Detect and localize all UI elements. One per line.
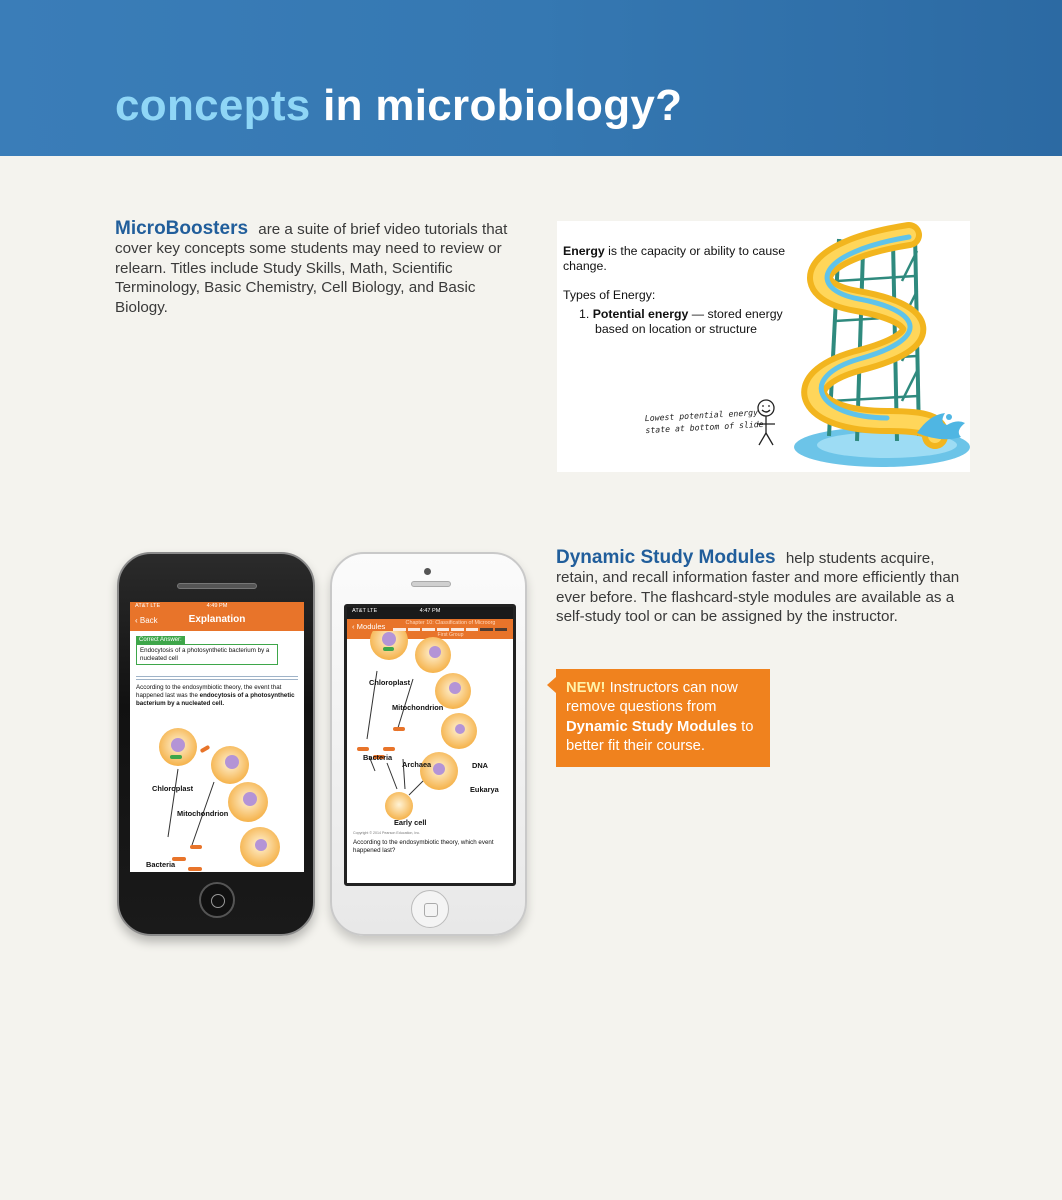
item-term: Potential energy bbox=[592, 307, 689, 321]
correct-answer-label: Correct Answer: bbox=[136, 636, 185, 644]
new-feature-callout bbox=[556, 669, 770, 767]
label-dna: DNA bbox=[472, 761, 489, 770]
back-button[interactable]: ‹ Back bbox=[135, 616, 158, 625]
energy-term: Energy bbox=[563, 244, 605, 258]
divider bbox=[136, 679, 298, 680]
label-eukarya: Eukarya bbox=[470, 785, 499, 794]
status-bar bbox=[130, 602, 304, 610]
explanation-body: According to the endosymbiotic theory, the event that happened last was the bbox=[136, 684, 282, 699]
home-button bbox=[199, 882, 235, 918]
status-time: 4:47 PM bbox=[419, 608, 441, 614]
correct-answer-box: Endocytosis of a photosynthetic bacterium by a nucleated cell bbox=[136, 644, 278, 665]
nav-bar bbox=[130, 610, 304, 631]
home-button bbox=[411, 890, 449, 928]
label-bacteria: Bacteria bbox=[363, 753, 393, 762]
page-title bbox=[115, 80, 682, 132]
phone-black bbox=[117, 552, 315, 936]
microboosters-heading: MicroBoosters bbox=[115, 218, 249, 239]
phone-speaker bbox=[177, 583, 257, 589]
label-mitochondrion: Mitochondrion bbox=[392, 703, 444, 712]
phone-speaker bbox=[411, 581, 451, 587]
carrier-text: AT&T LTE bbox=[352, 608, 378, 614]
new-badge: NEW! bbox=[566, 680, 606, 696]
group-title: First Group bbox=[437, 632, 464, 638]
note-line-2: state at bottom of slide bbox=[645, 418, 764, 436]
phone-screen-module bbox=[344, 604, 516, 886]
energy-type-item bbox=[579, 307, 803, 337]
callout-text-1: Instructors can now remove questions from bbox=[566, 680, 738, 716]
microboosters-description bbox=[115, 219, 527, 317]
title-rest: in microbiology? bbox=[310, 81, 683, 130]
copyright-line: Copyright © 2014 Pearson Education, Inc. bbox=[353, 831, 421, 835]
status-time: 4:49 PM bbox=[206, 603, 228, 609]
cell-diagram bbox=[347, 631, 513, 841]
page-header bbox=[0, 0, 1062, 156]
explanation-text bbox=[136, 684, 296, 707]
note-line-1: Lowest potential energy bbox=[644, 407, 759, 424]
energy-definition: is the capacity or ability to cause change. bbox=[563, 244, 786, 273]
item-definition: — stored energy based on location or structure bbox=[595, 307, 783, 336]
slide-text bbox=[563, 244, 803, 337]
label-early-cell: Early cell bbox=[394, 818, 427, 827]
label-archaea: Archaea bbox=[402, 760, 432, 769]
dsm-heading: Dynamic Study Modules bbox=[556, 547, 776, 568]
chapter-title: Chapter 10: Classification of Microorg bbox=[405, 620, 496, 626]
callout-bold: Dynamic Study Modules bbox=[566, 718, 738, 735]
status-bar bbox=[347, 607, 513, 615]
module-question: According to the endosymbiotic theory, which event happened last? bbox=[353, 839, 494, 854]
carrier-text: AT&T LTE bbox=[135, 603, 161, 609]
label-chloroplast: Chloroplast bbox=[152, 784, 194, 793]
dsm-description bbox=[556, 548, 968, 627]
energy-slide-image bbox=[557, 221, 970, 472]
label-bacteria: Bacteria bbox=[146, 860, 176, 869]
phone-white bbox=[330, 552, 527, 936]
phone-screen-explanation bbox=[130, 602, 304, 872]
label-mitochondrion: Mitochondrion bbox=[177, 809, 229, 818]
microboosters-body: are a suite of brief video tutorials that cover key concepts some students may need to review or relearn. Titles include Study Skills, Math, Scientific Terminology, Basic Chemistry, Cell Biology, and Basic Biology. bbox=[115, 221, 508, 316]
phone-camera bbox=[424, 568, 431, 575]
callout-text-2: to better fit their course. bbox=[566, 718, 754, 754]
explanation-bold: endocytosis of a photosynthetic bacterium by a nucleated cell. bbox=[136, 691, 295, 707]
title-highlight: concepts bbox=[115, 81, 311, 130]
dsm-body: help students acquire, retain, and recall information faster and more efficiently than ever before. The flashcard-style modules are available as a self-study tool or can be assigned by the instructor. bbox=[556, 550, 960, 626]
nav-title: Explanation bbox=[188, 614, 246, 625]
energy-types-label: Types of Energy: bbox=[563, 288, 656, 302]
divider bbox=[136, 676, 298, 677]
label-chloroplast: Chloroplast bbox=[369, 678, 411, 687]
item-number: 1. bbox=[579, 307, 590, 321]
modules-back-button[interactable]: ‹ Modules bbox=[352, 622, 386, 631]
cell-diagram bbox=[130, 727, 304, 872]
